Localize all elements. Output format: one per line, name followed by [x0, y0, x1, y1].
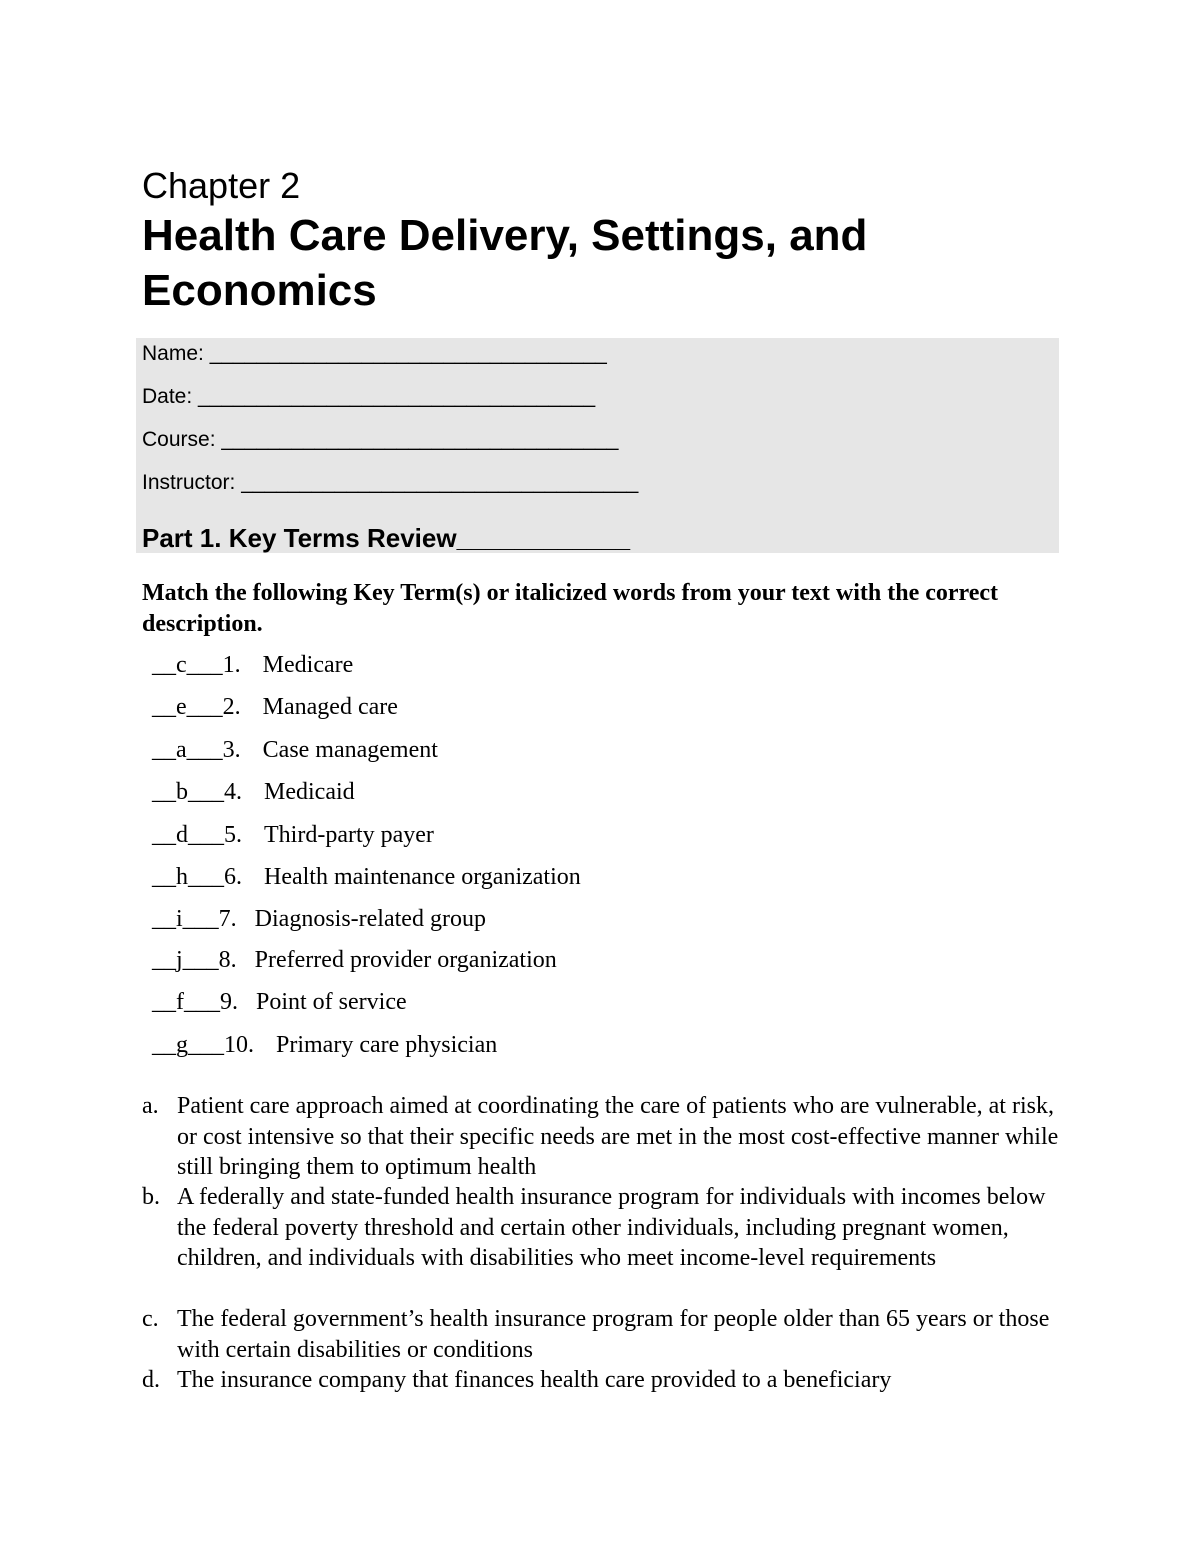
term-item [152, 820, 434, 850]
course-line[interactable]: __________________________________ [221, 428, 619, 451]
definition-text: A federally and state-funded health insurance program for individuals with incomes below the federal poverty threshold and certain other individuals, including pregnant women, children, and individuals with disabilities who meet income-level requirements [177, 1184, 1046, 1271]
definition-text: The federal government’s health insurance program for people older than 65 years or those with certain disabilities or conditions [177, 1306, 1050, 1363]
answer-blank[interactable]: __h___ [152, 864, 224, 890]
term-text: Health maintenance organization [264, 864, 581, 890]
answer-blank[interactable]: __c___ [152, 652, 223, 678]
definition-item [142, 1182, 1072, 1274]
date-field[interactable] [142, 383, 595, 411]
answer-blank[interactable]: __d___ [152, 822, 224, 848]
term-number: 5. [224, 822, 242, 848]
term-item [152, 862, 581, 892]
chapter-label: Chapter 2 [142, 165, 301, 206]
term-text: Primary care physician [276, 1032, 498, 1058]
term-item [152, 777, 355, 807]
term-text: Diagnosis-related group [254, 906, 486, 932]
term-number: 7. [218, 906, 237, 932]
course-field[interactable] [142, 426, 618, 454]
term-text: Case management [262, 737, 438, 763]
date-label: Date: [142, 385, 193, 408]
term-number: 9. [220, 989, 238, 1015]
definition-text: Patient care approach aimed at coordinating the care of patients who are vulnerable, at risk, or cost intensive so that their specific needs are met in the most cost-effective manner while still bringing them to optimum health [177, 1093, 1059, 1180]
term-number: 10. [224, 1032, 254, 1058]
term-text: Medicaid [264, 779, 355, 805]
chapter-title: Health Care Delivery, Settings, and Economics [142, 211, 868, 315]
answer-blank[interactable]: __i___ [152, 906, 219, 932]
part1-heading-line: ____________ [456, 523, 631, 553]
term-item [152, 987, 407, 1017]
term-number: 3. [222, 737, 241, 763]
term-item [152, 945, 557, 975]
part1-heading-text: Part 1. Key Terms Review [142, 523, 457, 553]
definition-item [142, 1365, 1072, 1396]
definition-letter: d. [142, 1367, 160, 1393]
answer-blank[interactable]: __j___ [152, 947, 219, 973]
course-label: Course: [142, 428, 216, 451]
term-number: 6. [224, 864, 242, 890]
instructor-label: Instructor: [142, 471, 236, 494]
date-line[interactable]: __________________________________ [198, 385, 596, 408]
term-item [152, 904, 486, 934]
term-text: Point of service [256, 989, 407, 1015]
instructor-field[interactable] [142, 469, 638, 497]
term-number: 8. [218, 947, 237, 973]
part1-heading [142, 520, 630, 556]
term-number: 4. [224, 779, 242, 805]
name-label: Name: [142, 342, 204, 365]
definition-item [142, 1304, 1072, 1365]
answer-blank[interactable]: __b___ [152, 779, 224, 805]
answer-blank[interactable]: __e___ [152, 694, 223, 720]
answer-blank[interactable]: __f___ [152, 989, 220, 1015]
term-item [152, 1030, 497, 1060]
term-text: Preferred provider organization [254, 947, 557, 973]
term-item [152, 692, 398, 722]
name-line[interactable]: __________________________________ [209, 342, 607, 365]
answer-blank[interactable]: __g___ [152, 1032, 224, 1058]
answer-blank[interactable]: __a___ [152, 737, 223, 763]
term-text: Managed care [262, 694, 398, 720]
definition-text: The insurance company that finances health care provided to a beneficiary [177, 1367, 892, 1393]
name-field[interactable] [142, 340, 607, 368]
term-text: Third-party payer [264, 822, 434, 848]
term-number: 2. [222, 694, 241, 720]
instructor-line[interactable]: __________________________________ [241, 471, 639, 494]
term-item [152, 735, 438, 765]
definition-letter: b. [142, 1184, 160, 1210]
term-text: Medicare [262, 652, 354, 678]
definition-letter: a. [142, 1093, 159, 1119]
definition-letter: c. [142, 1306, 159, 1332]
term-item [152, 650, 353, 680]
definition-item [142, 1091, 1072, 1183]
term-number: 1. [222, 652, 241, 678]
matching-instruction: Match the following Key Term(s) or italicized words from your text with the correct description. [142, 580, 999, 637]
